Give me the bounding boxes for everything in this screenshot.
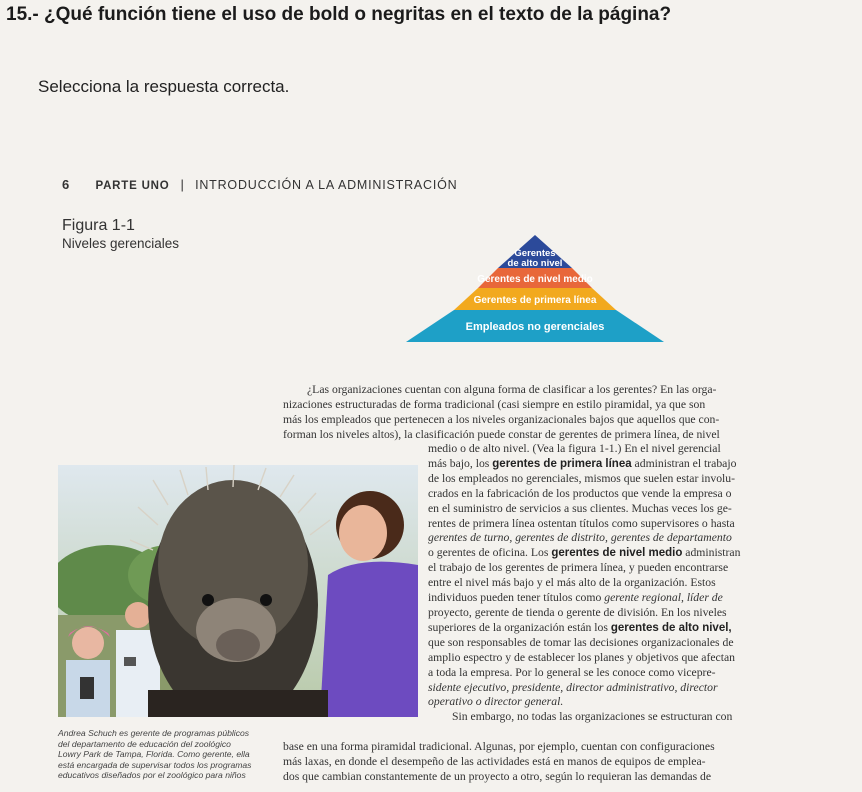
- text-line: dos que cambian constantemente de un proyecto a otro, según lo requieran las demandas de: [283, 769, 712, 783]
- photo-zookeeper-porcupine: [58, 465, 418, 717]
- text-line: medio o de alto nivel. (Vea la figura 1-1.) En el nivel gerencial: [428, 442, 721, 455]
- bold-term-first-line: gerentes de primera línea: [492, 457, 632, 470]
- text-line: a toda la empresa. Por lo general se les conoce como vicepre-: [428, 665, 716, 679]
- photo-caption-line: Lowry Park de Tampa, Florida. Como gerente, ella: [58, 749, 250, 760]
- text-line: en el suministro de servicios a sus clientes. Muchas veces los ge-: [428, 501, 732, 515]
- italic-run: sidente ejecutivo, presidente, director administrativo, director: [428, 680, 718, 694]
- text-run: administran el trabajo: [631, 456, 737, 470]
- photo-caption-line: Andrea Schuch es gerente de programas públicos: [58, 728, 250, 738]
- text-line: [428, 591, 740, 606]
- instruction-text: Selecciona la respuesta correcta.: [38, 77, 290, 96]
- text-run: superiores de la organización están los: [428, 620, 611, 634]
- chapter-title: INTRODUCCIÓN A LA ADMINISTRACIÓN: [195, 178, 458, 192]
- page-number: 6: [62, 177, 70, 192]
- text-run: individuos pueden tener títulos como: [428, 591, 605, 605]
- text-line: proyecto, gerente de tienda o gerente de división. En los niveles: [428, 605, 727, 619]
- figure-caption: Niveles gerenciales: [62, 236, 180, 251]
- text-line: [428, 546, 740, 561]
- part-label: PARTE UNO: [95, 180, 170, 192]
- text-line: el trabajo de los gerentes de primera línea, y pueden encontrarse: [428, 561, 729, 575]
- photo-caption-line: del departamento de educación del zoológico: [58, 738, 231, 749]
- text-run: administran: [682, 546, 741, 560]
- text-line: más los empleados que pertenecen a los niveles organizacionales bajos que aquellos que con-: [283, 412, 720, 426]
- text-line: que son responsables de tomar las decisiones organizacionales de: [428, 635, 734, 649]
- text-line: [428, 531, 740, 546]
- text-line: nizaciones estructuradas de forma tradicional (casi siempre en estilo piramidal, ya que son: [283, 397, 706, 411]
- header-separator: |: [180, 177, 185, 192]
- text-line: más laxas, en donde el desempeño de las actividades está en manos de equipos de emplea-: [283, 754, 706, 768]
- text-line: amplio espectro y de establecer los planes y objetivos que afectan: [428, 650, 736, 664]
- text-line: base en una forma piramidal tradicional. Algunas, por ejemplo, cuentan con configuraciones: [283, 740, 715, 753]
- pyramid-label-base: Empleados no gerenciales: [465, 321, 605, 333]
- text-line: [428, 695, 740, 710]
- book-page-header: [62, 177, 458, 192]
- text-line: [428, 681, 740, 696]
- photo-caption-line: está encargada de supervisar todos los programas: [58, 759, 252, 770]
- text-line: [428, 621, 740, 636]
- text-line: de los empleados no gerenciales, mismos que suelen estar involu-: [428, 471, 736, 485]
- photo-caption-line: educativos diseñados por el zoológico para niños: [58, 770, 246, 781]
- body-paragraph-intro: [283, 383, 720, 443]
- text-line: ¿Las organizaciones cuentan con alguna forma de clasificar a los gerentes? En las orga-: [307, 383, 717, 396]
- text-line: rentes de primera línea ostentan títulos como supervisores o hasta: [428, 516, 735, 530]
- italic-run: gerentes de turno, gerentes de distrito, gerentes de departamento: [428, 531, 732, 545]
- text-run: más bajo, los: [428, 456, 493, 470]
- text-line: Sin embargo, no todas las organizaciones se estructuran con: [452, 710, 733, 724]
- italic-run: operativo o director general.: [428, 695, 564, 709]
- text-line: crados en la fabricación de los productos que vende la empresa o: [428, 486, 732, 500]
- pyramid-label-top-1: Gerentes: [514, 248, 556, 259]
- text-line: entre el nivel más bajo y el más alto de la organización. Estos: [428, 576, 716, 590]
- text-line: forman los niveles altos), la clasificación puede constar de gerentes de primera línea, de nivel: [283, 427, 720, 441]
- text-run: o gerentes de oficina. Los: [428, 546, 552, 560]
- figure-number: Figura 1-1: [62, 217, 135, 234]
- pyramid-label-middle: Gerentes de nivel medio: [477, 274, 593, 285]
- photo-caption: [58, 728, 251, 781]
- pyramid-label-top-2: de alto nivel: [507, 258, 563, 269]
- pyramid-label-first-line: Gerentes de primera línea: [473, 295, 597, 306]
- bold-term-top: gerentes de alto nivel,: [610, 621, 732, 634]
- body-paragraph-column: [428, 442, 740, 725]
- question-title: 15.- ¿Qué función tiene el uso de bold o negritas en el texto de la página?: [6, 4, 672, 25]
- italic-run: gerente regional, líder de: [604, 591, 723, 605]
- bold-term-middle: gerentes de nivel medio: [551, 547, 683, 560]
- text-line: [428, 457, 740, 472]
- body-paragraph-lower: [283, 740, 715, 785]
- management-pyramid-figure: [400, 230, 670, 345]
